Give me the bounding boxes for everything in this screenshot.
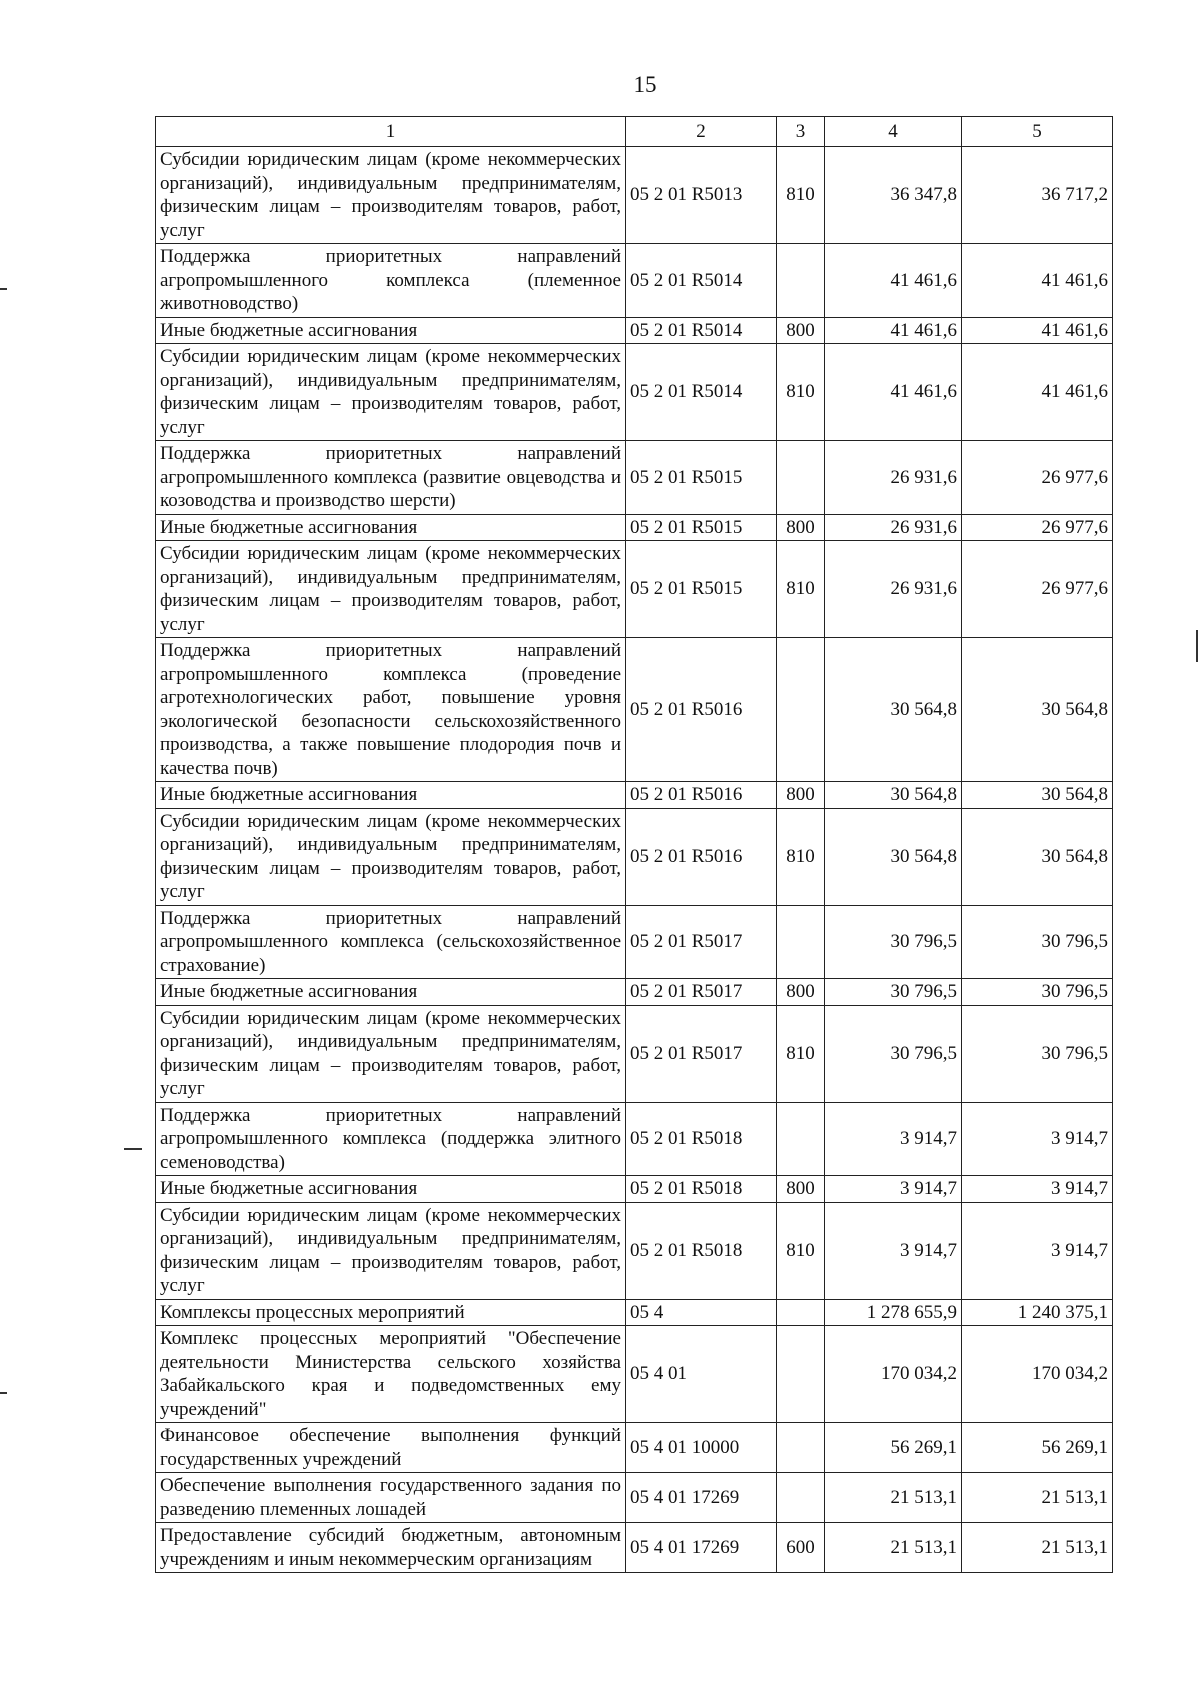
column-header-name: 1: [156, 117, 626, 147]
row-expense-type: [777, 638, 825, 782]
row-amount-year2: 41 461,6: [962, 244, 1113, 318]
table-row: [156, 441, 1113, 515]
row-expense-type: [777, 1326, 825, 1423]
row-code: 05 2 01 R5016: [626, 782, 777, 809]
row-code: 05 2 01 R5015: [626, 514, 777, 541]
row-amount-year1: 26 931,6: [825, 541, 962, 638]
row-name: Субсидии юридическим лицам (кроме некоммерческих организаций), индивидуальным предпринимателям, физическим лицам – производителям товаров, работ, услуг: [156, 147, 626, 244]
row-code: 05 2 01 R5014: [626, 244, 777, 318]
row-amount-year1: 26 931,6: [825, 514, 962, 541]
row-expense-type: 800: [777, 1176, 825, 1203]
row-amount-year2: 30 564,8: [962, 808, 1113, 905]
scan-mark: [124, 1148, 142, 1150]
row-code: 05 2 01 R5016: [626, 808, 777, 905]
row-amount-year2: 41 461,6: [962, 344, 1113, 441]
table-row: [156, 317, 1113, 344]
row-expense-type: [777, 244, 825, 318]
row-name: Поддержка приоритетных направлений агропромышленного комплекса (сельскохозяйственное страхование): [156, 905, 626, 979]
row-amount-year2: 26 977,6: [962, 541, 1113, 638]
row-expense-type: 810: [777, 147, 825, 244]
row-amount-year1: 30 564,8: [825, 782, 962, 809]
row-expense-type: [777, 1423, 825, 1473]
row-amount-year1: 30 796,5: [825, 979, 962, 1006]
row-expense-type: 800: [777, 979, 825, 1006]
row-code: 05 2 01 R5015: [626, 541, 777, 638]
table-header-row: [156, 117, 1113, 147]
row-name: Поддержка приоритетных направлений агропромышленного комплекса (проведение агротехнологических работ, повышение уровня экологической безопасности сельскохозяйственного производства, а также повышение плодородия почв и качества почв): [156, 638, 626, 782]
table-row: [156, 1423, 1113, 1473]
row-amount-year2: 30 564,8: [962, 638, 1113, 782]
row-amount-year1: 56 269,1: [825, 1423, 962, 1473]
column-header-year2: 5: [962, 117, 1113, 147]
row-expense-type: 800: [777, 782, 825, 809]
row-amount-year2: 30 796,5: [962, 979, 1113, 1006]
row-expense-type: [777, 441, 825, 515]
table-row: [156, 979, 1113, 1006]
table-row: [156, 1005, 1113, 1102]
row-amount-year1: 1 278 655,9: [825, 1299, 962, 1326]
row-expense-type: [777, 1102, 825, 1176]
row-expense-type: 800: [777, 514, 825, 541]
row-name: Иные бюджетные ассигнования: [156, 317, 626, 344]
scan-mark: [0, 288, 7, 290]
row-amount-year1: 21 513,1: [825, 1523, 962, 1573]
row-expense-type: [777, 1299, 825, 1326]
row-amount-year1: 36 347,8: [825, 147, 962, 244]
row-name: Иные бюджетные ассигнования: [156, 782, 626, 809]
row-amount-year2: 3 914,7: [962, 1176, 1113, 1203]
row-name: Субсидии юридическим лицам (кроме некоммерческих организаций), индивидуальным предпринимателям, физическим лицам – производителям товаров, работ, услуг: [156, 1005, 626, 1102]
row-amount-year2: 30 796,5: [962, 905, 1113, 979]
row-name: Поддержка приоритетных направлений агропромышленного комплекса (развитие овцеводства и козоводства и производство шерсти): [156, 441, 626, 515]
table-row: [156, 1202, 1113, 1299]
row-amount-year1: 3 914,7: [825, 1202, 962, 1299]
table-row: [156, 1299, 1113, 1326]
row-amount-year2: 36 717,2: [962, 147, 1113, 244]
row-code: 05 4: [626, 1299, 777, 1326]
row-name: Субсидии юридическим лицам (кроме некоммерческих организаций), индивидуальным предпринимателям, физическим лицам – производителям товаров, работ, услуг: [156, 344, 626, 441]
row-amount-year1: 41 461,6: [825, 317, 962, 344]
row-code: 05 4 01 17269: [626, 1523, 777, 1573]
table-row: [156, 1326, 1113, 1423]
row-expense-type: 810: [777, 808, 825, 905]
row-amount-year1: 26 931,6: [825, 441, 962, 515]
row-amount-year2: 26 977,6: [962, 514, 1113, 541]
row-name: Комплекс процессных мероприятий "Обеспечение деятельности Министерства сельского хозяйства Забайкальского края и подведомственных ему учреждений": [156, 1326, 626, 1423]
row-amount-year2: 21 513,1: [962, 1473, 1113, 1523]
table-row: [156, 808, 1113, 905]
column-header-type: 3: [777, 117, 825, 147]
row-amount-year2: 3 914,7: [962, 1202, 1113, 1299]
row-code: 05 2 01 R5018: [626, 1176, 777, 1203]
column-header-year1: 4: [825, 117, 962, 147]
row-amount-year1: 41 461,6: [825, 344, 962, 441]
row-amount-year1: 30 796,5: [825, 905, 962, 979]
row-name: Субсидии юридическим лицам (кроме некоммерческих организаций), индивидуальным предпринимателям, физическим лицам – производителям товаров, работ, услуг: [156, 541, 626, 638]
table-row: [156, 1473, 1113, 1523]
row-code: 05 2 01 R5017: [626, 979, 777, 1006]
row-code: 05 2 01 R5017: [626, 1005, 777, 1102]
row-amount-year2: 1 240 375,1: [962, 1299, 1113, 1326]
row-amount-year1: 30 796,5: [825, 1005, 962, 1102]
table-row: [156, 344, 1113, 441]
row-name: Поддержка приоритетных направлений агропромышленного комплекса (племенное животноводство): [156, 244, 626, 318]
row-name: Субсидии юридическим лицам (кроме некоммерческих организаций), индивидуальным предпринимателям, физическим лицам – производителям товаров, работ, услуг: [156, 808, 626, 905]
row-name: Обеспечение выполнения государственного задания по разведению племенных лошадей: [156, 1473, 626, 1523]
row-code: 05 2 01 R5014: [626, 317, 777, 344]
row-name: Иные бюджетные ассигнования: [156, 514, 626, 541]
row-expense-type: [777, 1473, 825, 1523]
row-name: Финансовое обеспечение выполнения функций государственных учреждений: [156, 1423, 626, 1473]
row-code: 05 2 01 R5013: [626, 147, 777, 244]
table-row: [156, 244, 1113, 318]
row-amount-year1: 41 461,6: [825, 244, 962, 318]
row-code: 05 2 01 R5018: [626, 1102, 777, 1176]
row-code: 05 2 01 R5017: [626, 905, 777, 979]
row-amount-year1: 170 034,2: [825, 1326, 962, 1423]
table-body: [156, 147, 1113, 1573]
row-amount-year2: 41 461,6: [962, 317, 1113, 344]
row-amount-year2: 170 034,2: [962, 1326, 1113, 1423]
scan-mark: [0, 1392, 7, 1394]
table-row: [156, 514, 1113, 541]
row-code: 05 2 01 R5016: [626, 638, 777, 782]
row-expense-type: 800: [777, 317, 825, 344]
row-amount-year2: 26 977,6: [962, 441, 1113, 515]
row-expense-type: 600: [777, 1523, 825, 1573]
row-expense-type: 810: [777, 1005, 825, 1102]
row-amount-year1: 30 564,8: [825, 808, 962, 905]
row-expense-type: [777, 905, 825, 979]
column-header-code: 2: [626, 117, 777, 147]
table-row: [156, 905, 1113, 979]
row-name: Комплексы процессных мероприятий: [156, 1299, 626, 1326]
row-code: 05 2 01 R5015: [626, 441, 777, 515]
row-amount-year1: 3 914,7: [825, 1176, 962, 1203]
row-code: 05 2 01 R5018: [626, 1202, 777, 1299]
row-name: Иные бюджетные ассигнования: [156, 979, 626, 1006]
row-expense-type: 810: [777, 344, 825, 441]
row-amount-year1: 30 564,8: [825, 638, 962, 782]
row-amount-year2: 30 796,5: [962, 1005, 1113, 1102]
table-row: [156, 1176, 1113, 1203]
page-number: 15: [633, 72, 657, 97]
row-name: Субсидии юридическим лицам (кроме некоммерческих организаций), индивидуальным предпринимателям, физическим лицам – производителям товаров, работ, услуг: [156, 1202, 626, 1299]
row-code: 05 4 01 17269: [626, 1473, 777, 1523]
row-amount-year2: 30 564,8: [962, 782, 1113, 809]
table-row: [156, 147, 1113, 244]
row-name: Иные бюджетные ассигнования: [156, 1176, 626, 1203]
row-amount-year2: 3 914,7: [962, 1102, 1113, 1176]
table-row: [156, 638, 1113, 782]
row-amount-year1: 3 914,7: [825, 1102, 962, 1176]
row-expense-type: 810: [777, 541, 825, 638]
table-row: [156, 782, 1113, 809]
table-row: [156, 541, 1113, 638]
row-code: 05 4 01 10000: [626, 1423, 777, 1473]
row-name: Предоставление субсидий бюджетным, автономным учреждениям и иным некоммерческим организациям: [156, 1523, 626, 1573]
scan-mark: [1196, 630, 1198, 662]
row-code: 05 4 01: [626, 1326, 777, 1423]
row-amount-year2: 21 513,1: [962, 1523, 1113, 1573]
row-code: 05 2 01 R5014: [626, 344, 777, 441]
budget-table: [155, 116, 1113, 1573]
table-row: [156, 1102, 1113, 1176]
row-name: Поддержка приоритетных направлений агропромышленного комплекса (поддержка элитного семеноводства): [156, 1102, 626, 1176]
row-amount-year2: 56 269,1: [962, 1423, 1113, 1473]
table-row: [156, 1523, 1113, 1573]
row-amount-year1: 21 513,1: [825, 1473, 962, 1523]
row-expense-type: 810: [777, 1202, 825, 1299]
